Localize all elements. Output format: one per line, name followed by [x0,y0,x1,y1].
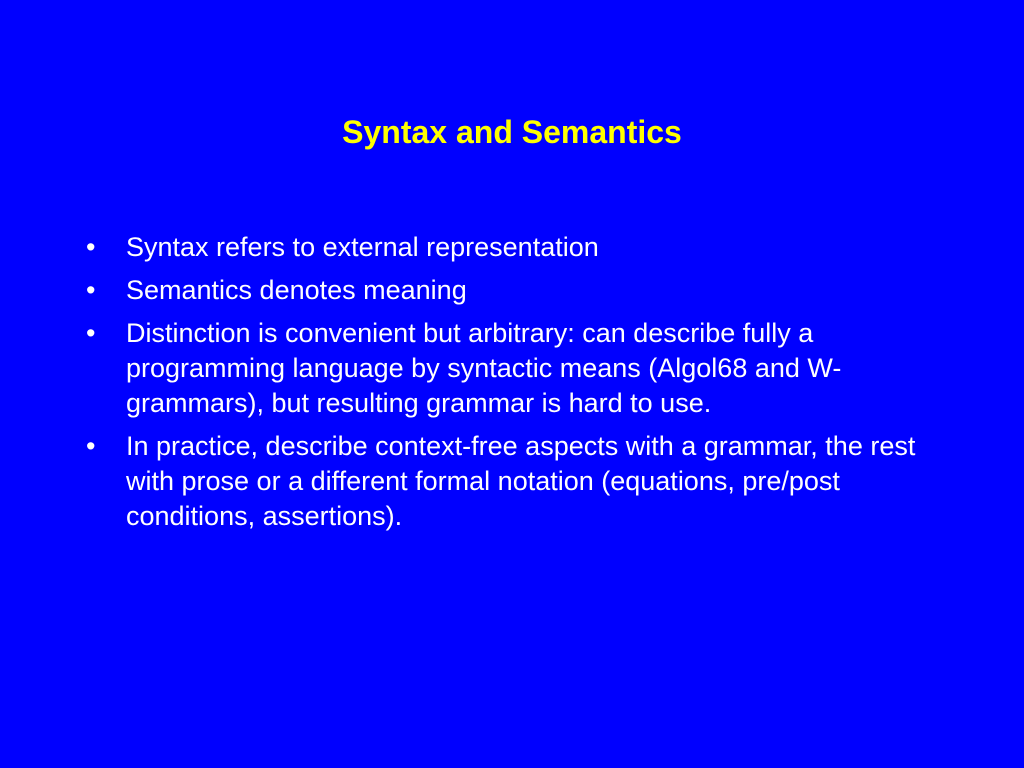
bullet-text: In practice, describe context-free aspects with a grammar, the rest with prose or a different formal notation (equations, pre/post conditions, assertions). [126,431,916,531]
bullet-item-syntax [86,230,946,265]
bullet-icon: • [86,275,96,305]
bullet-text: Semantics denotes meaning [126,275,467,305]
bullet-item-semantics [86,273,946,308]
bullet-item-distinction [86,316,946,421]
bullet-icon: • [86,232,96,262]
bullet-text: Distinction is convenient but arbitrary: can describe fully a programming language by syntactic means (Algol68 and W-grammars), but resulting grammar is hard to use. [126,318,842,418]
bullet-item-practice [86,429,946,534]
bullet-text: Syntax refers to external representation [126,232,599,262]
bullet-list [86,230,946,542]
bullet-icon: • [86,318,96,348]
slide-title: Syntax and Semantics [342,114,682,150]
bullet-icon: • [86,431,96,461]
